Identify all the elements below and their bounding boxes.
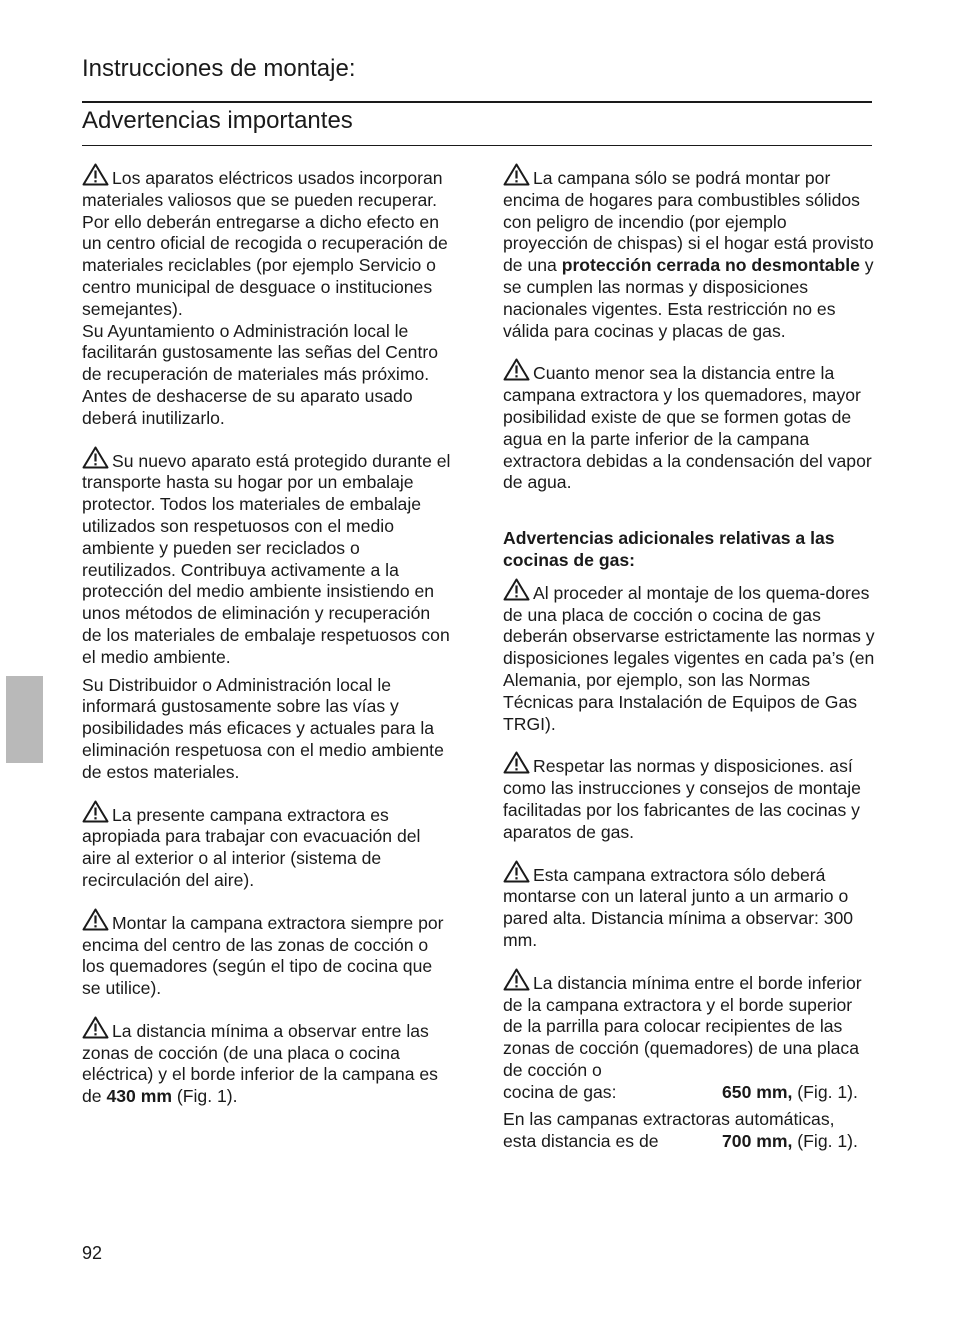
- warning-text: La distancia mínima entre el borde inferior de la campana extractora y el borde superior de la parrilla para colocar recipientes de las zonas de cocción (quemadores) de una placa de cocción o: [503, 972, 862, 1080]
- left-column: [82, 163, 454, 1108]
- warning-paragraph: [503, 751, 875, 843]
- page-number: 92: [82, 1243, 103, 1263]
- distance-value: 700 mm,: [722, 1131, 793, 1152]
- right-column: [503, 163, 875, 1153]
- title-rule: [82, 101, 872, 103]
- warning-paragraph: [82, 908, 454, 1000]
- warning-icon: [82, 908, 109, 931]
- warning-text: Al proceder al montaje de los quema-dores de una placa de cocción o cocina de gas deberán observarse estrictamente las normas y disposiciones legales vigentes en cada pa’s (en Alemania, por ejemplo, son las Normas Técnicas para Instalación de Equipos de Gas TRGI).: [503, 582, 875, 734]
- warning-icon: [82, 446, 109, 469]
- warning-paragraph: [82, 163, 454, 321]
- warning-text: La presente campana extractora es apropiada para trabajar con evacuación del aire al exterior o al interior (sistema de recirculación del aire).: [82, 804, 421, 890]
- warning-text: Los aparatos eléctricos usados incorporan materiales valiosos que se pueden recuperar. Por ello deberán entregarse a dicho efecto en un centro oficial de recogida o recuperación de materiales reciclables (por ejemplo Servicio o centro municipal de desguace o instituciones semejantes).: [82, 168, 448, 319]
- paragraph: Su Ayuntamiento o Administración local le facilitarán gustosamente las señas del Centro de recuperación de materiales más próximo.: [82, 320, 438, 385]
- gas-warnings-heading: Advertencias adicionales relativas a las cocinas de gas:: [503, 528, 835, 570]
- warning-icon: [82, 800, 109, 823]
- warning-paragraph: [503, 860, 875, 952]
- warning-text: Montar la campana extractora siempre por encima del centro de las zonas de cocción o los quemadores (según el tipo de cocina que se utilice).: [82, 912, 444, 999]
- warning-text: Esta campana extractora sólo deberá montarse con un lateral junto a un armario o pared alta. Distancia mínima a observar: 300 mm.: [503, 864, 854, 950]
- warning-paragraph: [503, 358, 875, 494]
- distance-row: [503, 1082, 875, 1104]
- distance-label: esta distancia es de: [503, 1131, 659, 1152]
- warning-icon: [503, 578, 530, 601]
- page-title: Instrucciones de montaje:: [82, 55, 356, 82]
- warning-paragraph: [82, 446, 454, 669]
- warning-icon: [82, 1016, 109, 1039]
- figure-ref: (Fig. 1).: [792, 1081, 858, 1102]
- warning-paragraph: [503, 578, 875, 736]
- distance-row: [503, 1131, 875, 1153]
- distance-label: cocina de gas:: [503, 1081, 617, 1102]
- warning-text: Su nuevo aparato está protegido durante el transporte hasta su hogar por un embalaje protector. Todos los materiales de embalaje utilizados son respetuosos con el medio ambiente y pueden ser reciclados o reutilizados. Contribuya activamente a la protección del medio ambiente insistiendo en unos métodos de eliminación y recuperación de los materiales de embalaje respetuosos con el medio ambiente.: [82, 450, 451, 667]
- warning-icon: [503, 751, 530, 774]
- warning-text: Cuanto menor sea la distancia entre la campana extractora y los quemadores, mayor posibilidad existe de que se formen gotas de agua en la parte inferior de la campana extractora debidas a la condensación del vapor de agua.: [503, 363, 872, 493]
- paragraph: En las campanas extractoras automáticas,: [503, 1109, 835, 1130]
- warning-paragraph: [503, 968, 875, 1082]
- warning-paragraph: [82, 1016, 454, 1108]
- warning-icon: [503, 860, 530, 883]
- figure-ref: (Fig. 1).: [792, 1131, 858, 1152]
- side-tab-marker: [6, 676, 43, 763]
- warning-text: La campana sólo se podrá montar por encima de hogares para combustibles sólidos con peligro de incendio (por ejemplo proyección de chispas) si el hogar está provisto de una: [503, 168, 874, 276]
- figure-ref: (Fig. 1).: [172, 1086, 238, 1107]
- paragraph: Su Distribuidor o Administración local le informará gustosamente sobre las vías y posibilidades más eficaces y actuales para la eliminación respetuosa con el medio ambiente de estos materiales.: [82, 674, 444, 782]
- distance-value: 650 mm,: [722, 1081, 793, 1102]
- distance-value: 430 mm: [106, 1086, 172, 1107]
- warning-icon: [503, 358, 530, 381]
- warning-text: y se cumplen las normas y disposiciones nacionales vigentes. Esta restricción no es válida para cocinas y placas de gas.: [503, 255, 874, 341]
- section-rule: [82, 145, 872, 146]
- warning-paragraph: [503, 163, 875, 342]
- warning-paragraph: [82, 800, 454, 892]
- emphasis-text: protección cerrada no desmontable: [561, 255, 860, 276]
- warning-text: La distancia mínima a observar entre las zonas de cocción (de una placa o cocina eléctrica) y el borde inferior de la campana es de: [82, 1020, 438, 1107]
- paragraph: Antes de deshacerse de su aparato usado deberá inutilizarlo.: [82, 385, 413, 428]
- section-title: Advertencias importantes: [82, 107, 353, 134]
- warning-text: Respetar las normas y disposiciones. así como las instrucciones y consejos de montaje facilitadas por los fabricantes de las cocinas y aparatos de gas.: [503, 756, 861, 842]
- warning-icon: [503, 968, 530, 991]
- warning-icon: [503, 163, 530, 186]
- warning-icon: [82, 163, 109, 186]
